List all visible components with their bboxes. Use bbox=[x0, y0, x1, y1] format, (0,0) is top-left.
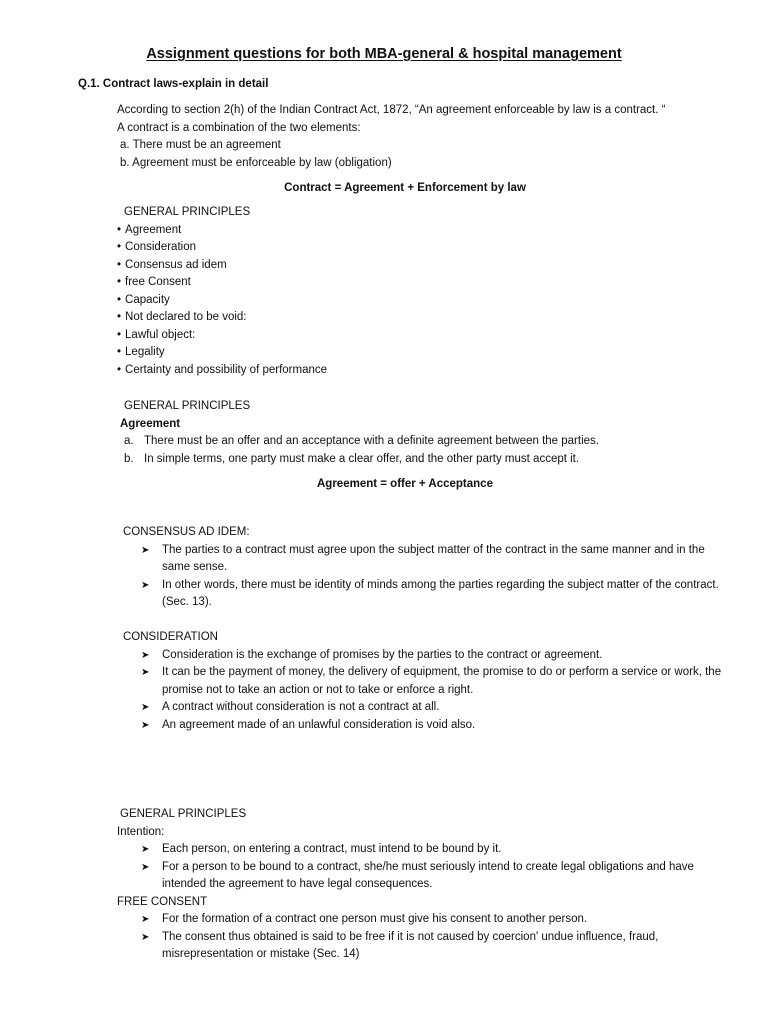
arrowhead-bullet-icon: ➤ bbox=[141, 579, 150, 591]
consensus-list bbox=[123, 542, 723, 612]
element-item: a. There must be an agreement bbox=[120, 139, 281, 151]
consensus-section bbox=[123, 524, 723, 612]
list-item-text: The parties to a contract must agree upon the subject matter of the contract in the same manner and in the same sense. bbox=[162, 543, 705, 573]
list-item: • Legality bbox=[117, 344, 327, 362]
list-item bbox=[117, 451, 737, 469]
list-item bbox=[141, 577, 723, 612]
intro-line: According to section 2(h) of the Indian Contract Act, 1872, “An agreement enforceable by law is a contract. “ bbox=[117, 104, 666, 116]
list-item bbox=[117, 433, 737, 451]
list-item: • Agreement bbox=[117, 222, 327, 240]
list-item: • Not declared to be void: bbox=[117, 309, 327, 327]
principles-list bbox=[117, 222, 327, 380]
list-marker: b. bbox=[124, 452, 134, 465]
list-item-text: In other words, there must be identity of minds among the parties regarding the subject matter of the contract. (Sec. 13). bbox=[162, 578, 719, 608]
list-item: • Capacity bbox=[117, 292, 327, 310]
arrowhead-bullet-icon: ➤ bbox=[141, 667, 150, 678]
list-item bbox=[141, 717, 723, 735]
consideration-list bbox=[123, 647, 723, 735]
element-item: b. Agreement must be enforceable by law (obligation) bbox=[120, 156, 392, 169]
list-item: • Certainty and possibility of performance bbox=[117, 362, 327, 380]
list-item: • free Consent bbox=[117, 274, 327, 292]
arrowhead-bullet-icon: ➤ bbox=[141, 914, 150, 925]
arrowhead-bullet-icon: ➤ bbox=[141, 861, 150, 873]
list-item-text: A contract without consideration is not a contract at all. bbox=[162, 701, 440, 713]
question-heading: Q.1. Contract laws-explain in detail bbox=[78, 78, 269, 90]
list-item-text: Each person, on entering a contract, must intend to be bound by it. bbox=[162, 843, 502, 855]
arrowhead-bullet-icon: ➤ bbox=[141, 844, 150, 855]
list-item bbox=[141, 929, 737, 964]
consideration-section bbox=[123, 629, 723, 734]
section-heading: GENERAL PRINCIPLES bbox=[124, 400, 251, 412]
list-item-text: For the formation of a contract one person must give his consent to another person. bbox=[162, 913, 588, 925]
section-heading: GENERAL PRINCIPLES bbox=[120, 808, 247, 820]
general-principles-list bbox=[117, 204, 327, 379]
list-item-text: It can be the payment of money, the delivery of equipment, the promise to do or perform a service or work, the promise not to take an action or not to take or enforce a right. bbox=[162, 666, 722, 696]
list-item-text: For a person to be bound to a contract, she/he must seriously intend to create legal obligations and have intended the agreement to have legal consequences. bbox=[162, 860, 694, 890]
list-item bbox=[141, 664, 723, 699]
list-item bbox=[141, 859, 737, 894]
contract-formula: Contract = Agreement + Enforcement by law bbox=[284, 182, 526, 194]
list-item-text: An agreement made of an unlawful consideration is void also. bbox=[162, 718, 476, 731]
list-item bbox=[141, 911, 737, 929]
arrowhead-bullet-icon: ➤ bbox=[141, 931, 150, 943]
list-item bbox=[141, 841, 737, 859]
arrowhead-bullet-icon: ➤ bbox=[141, 719, 150, 731]
list-item-text: The consent thus obtained is said to be free if it is not caused by coercion' undue influence, fraud, misrepresentation or mistake (Sec. 14) bbox=[162, 930, 659, 960]
list-item-text: There must be an offer and an acceptance with a definite agreement between the parties. bbox=[144, 435, 599, 447]
document-title bbox=[0, 44, 768, 64]
agreement-list bbox=[117, 433, 737, 468]
list-item: • Consideration bbox=[117, 239, 327, 257]
intention-subheading: Intention: bbox=[117, 825, 165, 838]
section-heading: CONSENSUS AD IDEM: bbox=[123, 526, 250, 538]
list-item bbox=[141, 542, 723, 577]
list-item: • Consensus ad idem bbox=[117, 257, 327, 275]
arrowhead-bullet-icon: ➤ bbox=[141, 702, 150, 713]
list-item-text: In simple terms, one party must make a clear offer, and the other party must accept it. bbox=[144, 452, 580, 465]
list-item bbox=[141, 647, 723, 665]
section-heading: GENERAL PRINCIPLES bbox=[124, 206, 251, 218]
intention-section bbox=[117, 806, 737, 964]
arrowhead-bullet-icon: ➤ bbox=[141, 649, 150, 661]
agreement-subheading: Agreement bbox=[120, 417, 181, 430]
list-item bbox=[141, 699, 723, 717]
intro-line: A contract is a combination of the two elements: bbox=[117, 121, 361, 134]
arrowhead-bullet-icon: ➤ bbox=[141, 544, 150, 556]
intro-section bbox=[117, 102, 717, 172]
intention-list bbox=[117, 841, 737, 894]
section-heading: FREE CONSENT bbox=[117, 895, 208, 908]
list-marker: a. bbox=[124, 435, 134, 447]
list-item: • Lawful object: bbox=[117, 327, 327, 345]
document-title-text: Assignment questions for both MBA-general & hospital management bbox=[146, 46, 622, 62]
agreement-formula: Agreement = offer + Acceptance bbox=[317, 478, 493, 490]
section-heading: CONSIDERATION bbox=[123, 631, 218, 643]
agreement-section bbox=[117, 398, 737, 468]
list-item-text: Consideration is the exchange of promises by the parties to the contract or agreement. bbox=[162, 648, 603, 661]
free-consent-list bbox=[117, 911, 737, 964]
